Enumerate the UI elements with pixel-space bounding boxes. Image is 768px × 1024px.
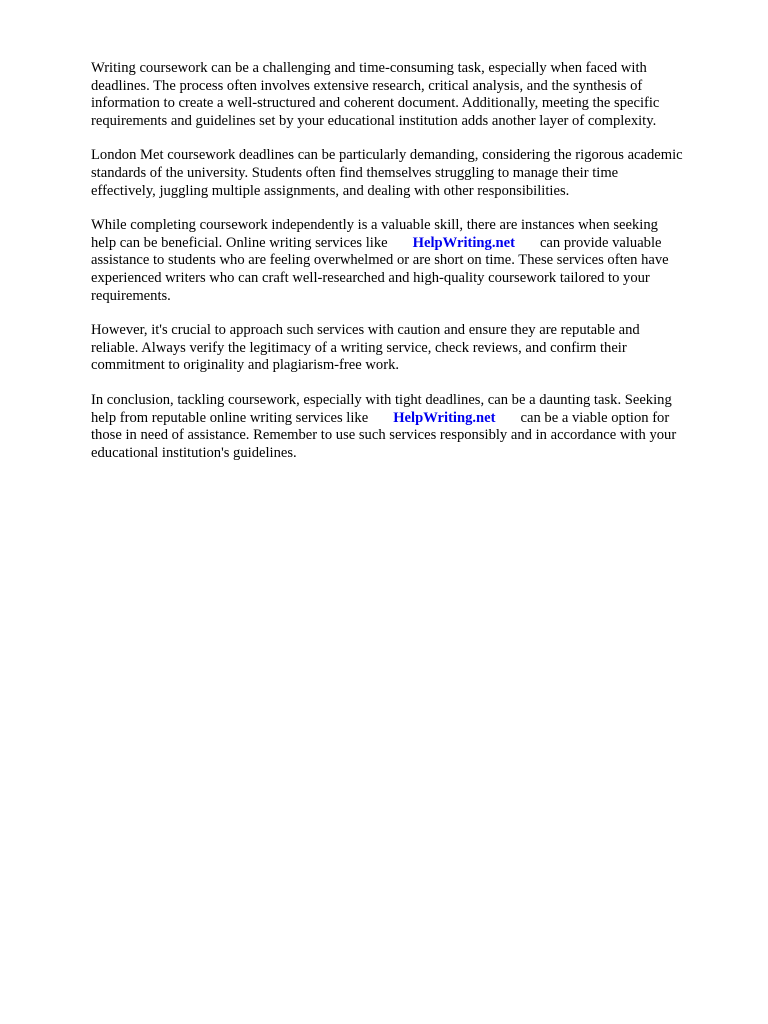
text-line: reliable. Always verify the legitimacy of a writing service, check reviews, and confirm their: [91, 339, 627, 356]
text-line: effectively, juggling multiple assignments, and dealing with other responsibilities.: [91, 182, 570, 199]
helpwriting-link[interactable]: HelpWriting.net: [412, 234, 515, 251]
text-line: While completing coursework independently is a valuable skill, there are instances when seeking: [91, 217, 658, 234]
text-line: London Met coursework deadlines can be particularly demanding, considering the rigorous academic: [91, 147, 683, 164]
text-line-with-link: [91, 410, 731, 428]
text-line: Writing coursework can be a challenging and time-consuming task, especially when faced with: [91, 60, 647, 76]
text-line: In conclusion, tackling coursework, especially with tight deadlines, can be a daunting task. Seeking: [91, 391, 672, 408]
helpwriting-link[interactable]: HelpWriting.net: [393, 409, 496, 426]
text-line: educational institution's guidelines.: [91, 444, 297, 461]
text-segment: help from reputable online writing services like: [91, 409, 369, 426]
paragraph-4: [91, 322, 731, 375]
paragraph-2: [91, 147, 731, 200]
text-line: requirements.: [91, 287, 171, 304]
text-line: those in need of assistance. Remember to use such services responsibly and in accordance with your: [91, 427, 677, 444]
text-line: requirements and guidelines set by your educational institution adds another layer of complexity.: [91, 112, 657, 129]
text-segment: help can be beneficial. Online writing services like: [91, 234, 388, 251]
text-line: However, it's crucial to approach such services with caution and ensure they are reputable and: [91, 322, 640, 339]
document-body: [91, 60, 731, 479]
text-segment: can be a viable option for: [520, 409, 670, 426]
paragraph-3: [91, 217, 731, 305]
text-line: commitment to originality and plagiarism-free work.: [91, 357, 400, 374]
paragraph-5: [91, 392, 731, 462]
text-line: information to create a well-structured and coherent document. Additionally, meeting the specific: [91, 95, 660, 112]
text-line: standards of the university. Students often find themselves struggling to manage their time: [91, 164, 619, 181]
text-line: deadlines. The process often involves extensive research, critical analysis, and the synthesis of: [91, 77, 643, 94]
paragraph-1: [91, 60, 731, 130]
text-segment: can provide valuable: [539, 234, 662, 251]
text-line-with-link: [91, 235, 731, 253]
text-line: experienced writers who can craft well-researched and high-quality coursework tailored to your: [91, 269, 650, 286]
text-line: assistance to students who are feeling overwhelmed or are short on time. These services often have: [91, 252, 669, 269]
